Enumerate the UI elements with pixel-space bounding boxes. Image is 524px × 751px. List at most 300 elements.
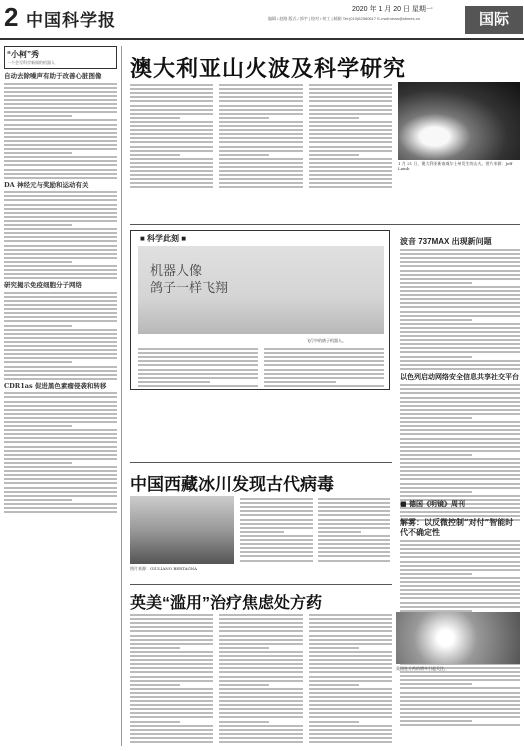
text-line	[309, 105, 392, 107]
text-line	[400, 290, 520, 292]
text-line	[4, 95, 117, 97]
text-line	[400, 368, 520, 370]
text-line	[240, 527, 313, 529]
text-line	[309, 170, 392, 172]
text-line	[400, 565, 520, 567]
text-line	[219, 618, 302, 620]
text-line	[4, 144, 117, 146]
brief-title: 波音 737MAX 出现新问题	[400, 237, 492, 246]
left-column	[4, 46, 122, 746]
text-line	[318, 543, 391, 545]
text-line	[4, 124, 117, 126]
text-line	[130, 182, 213, 184]
text-line	[318, 514, 391, 516]
text-line	[4, 466, 117, 468]
text-line	[4, 441, 117, 443]
text-line	[130, 162, 213, 164]
text-line	[4, 401, 117, 403]
text-line	[130, 174, 213, 176]
text-line	[130, 113, 213, 115]
text-line	[219, 133, 302, 135]
text-line	[400, 286, 520, 288]
text-line	[4, 249, 117, 251]
editor-contacts: 编辑 / 赵路 版式 / 郭宇 | 校对 / 何工 | 邮箱 Tel:(010)62580617 E-mail:news@stimes.cn	[268, 16, 420, 21]
text-line	[138, 381, 210, 383]
text-line	[318, 519, 391, 521]
divider	[130, 462, 392, 463]
brief-body	[4, 392, 117, 513]
text-line	[400, 511, 520, 513]
text-line	[130, 117, 180, 119]
text-line	[318, 498, 391, 500]
text-line	[309, 178, 392, 180]
text-line	[219, 663, 302, 665]
text-line	[309, 133, 392, 135]
text-line	[4, 107, 117, 109]
text-line	[400, 433, 520, 435]
text-line	[219, 708, 302, 710]
divider	[130, 584, 392, 585]
text-line	[4, 115, 72, 117]
text-line	[309, 737, 392, 739]
text-line	[318, 560, 391, 562]
tibet-body	[240, 496, 390, 564]
text-line	[400, 282, 472, 284]
text-line	[309, 680, 392, 682]
text-line	[219, 622, 302, 624]
text-line	[4, 164, 117, 166]
text-line	[4, 470, 117, 472]
brief-title: DA 神经元与奖励和运动有关	[4, 180, 89, 189]
text-line	[240, 547, 313, 549]
text-line	[4, 111, 117, 113]
text-line	[219, 125, 302, 127]
text-line	[400, 462, 520, 464]
text-line	[318, 506, 391, 508]
text-line	[130, 741, 213, 743]
text-line	[264, 356, 384, 358]
text-line	[309, 174, 392, 176]
text-line	[4, 329, 117, 331]
text-line	[4, 99, 117, 101]
text-line	[4, 405, 117, 407]
text-line	[219, 100, 302, 102]
text-line	[219, 141, 302, 143]
text-line	[219, 150, 302, 152]
text-line	[309, 708, 392, 710]
text-line	[400, 483, 520, 485]
text-line	[130, 109, 213, 111]
text-line	[4, 83, 117, 85]
bushfire-photo	[398, 82, 520, 160]
text-line	[138, 352, 258, 354]
text-line	[4, 446, 117, 448]
text-line	[138, 348, 258, 350]
text-line	[400, 585, 520, 587]
text-line	[219, 178, 302, 180]
text-line	[219, 158, 302, 160]
text-line	[4, 349, 117, 351]
text-line	[130, 737, 213, 739]
text-line	[400, 544, 520, 546]
text-line	[309, 655, 392, 657]
text-line	[4, 378, 117, 380]
text-line	[4, 277, 117, 279]
text-line	[400, 265, 520, 267]
text-line	[400, 384, 520, 386]
text-line	[130, 158, 213, 160]
text-line	[4, 87, 117, 89]
text-line	[4, 136, 117, 138]
text-line	[4, 245, 117, 247]
text-line	[400, 597, 520, 599]
text-line	[219, 635, 302, 637]
text-line	[240, 531, 284, 533]
text-line	[400, 720, 472, 722]
text-line	[309, 158, 392, 160]
text-line	[4, 103, 117, 105]
text-line	[240, 560, 313, 562]
text-line	[309, 716, 392, 718]
text-line	[4, 454, 117, 456]
text-line	[309, 182, 392, 184]
text-line	[400, 388, 520, 390]
text-line	[309, 639, 392, 641]
brief-title: CDR1as 促进黑色素瘤侵袭和转移	[4, 381, 107, 390]
text-line	[219, 688, 302, 690]
text-line	[309, 109, 392, 111]
column-header	[4, 46, 117, 69]
text-line	[400, 491, 472, 493]
text-line	[138, 364, 258, 366]
text-line	[400, 708, 520, 710]
text-line	[400, 274, 520, 276]
text-line	[219, 684, 269, 686]
section-tag: 国际	[465, 6, 523, 34]
text-line	[130, 618, 213, 620]
text-line	[4, 304, 117, 306]
text-line	[138, 356, 258, 358]
brief-title: 研究揭示免疫细胞分子网络	[4, 281, 82, 290]
main-story-body	[130, 82, 392, 190]
uk-headline: 英美“滥用”治疗焦虑处方药	[130, 595, 323, 612]
text-line	[309, 141, 392, 143]
text-line	[219, 721, 269, 723]
text-line	[4, 495, 117, 497]
text-line	[219, 676, 302, 678]
right-column	[400, 232, 520, 523]
brief-title: 以色列启动网络安全信息共享社交平台	[400, 373, 519, 381]
text-line	[264, 381, 336, 383]
text-line	[400, 425, 520, 427]
text-line	[400, 478, 520, 480]
text-line	[130, 659, 213, 661]
text-line	[130, 704, 213, 706]
text-line	[400, 446, 520, 448]
text-line	[4, 208, 117, 210]
text-line	[400, 679, 520, 681]
text-line	[4, 429, 117, 431]
page-number: 2	[4, 2, 19, 32]
text-line	[400, 306, 520, 308]
text-line	[130, 100, 213, 102]
text-line	[130, 84, 213, 86]
text-line	[4, 216, 117, 218]
text-line	[400, 724, 520, 726]
text-line	[130, 626, 213, 628]
text-line	[130, 692, 213, 694]
text-line	[400, 675, 520, 677]
text-line	[4, 409, 117, 411]
text-line	[309, 137, 392, 139]
text-line	[309, 125, 392, 127]
text-line	[400, 392, 520, 394]
text-line	[4, 148, 117, 150]
text-line	[130, 684, 180, 686]
text-line	[400, 302, 520, 304]
text-line	[4, 292, 117, 294]
text-line	[4, 140, 117, 142]
text-line	[4, 265, 117, 267]
text-line	[400, 474, 520, 476]
text-line	[309, 704, 392, 706]
text-line	[318, 531, 362, 533]
text-line	[130, 733, 213, 735]
text-line	[4, 353, 117, 355]
text-line	[240, 514, 313, 516]
text-line	[130, 129, 213, 131]
text-line	[400, 253, 520, 255]
text-line	[130, 688, 213, 690]
text-line	[309, 684, 359, 686]
text-line	[400, 249, 520, 251]
text-line	[318, 535, 391, 537]
text-line	[264, 373, 384, 375]
text-line	[309, 162, 392, 164]
text-line	[400, 339, 520, 341]
text-line	[219, 737, 302, 739]
text-line	[219, 117, 269, 119]
text-line	[309, 146, 392, 148]
text-line	[4, 220, 117, 222]
text-line	[318, 523, 391, 525]
text-line	[4, 240, 117, 242]
column-subtitle: 一个会写科学新闻的机器人	[7, 60, 55, 65]
text-line	[264, 348, 384, 350]
text-line	[400, 716, 520, 718]
text-line	[400, 589, 520, 591]
robot-headline-line2: 鸽子一样飞翔	[150, 280, 229, 296]
text-line	[309, 676, 392, 678]
text-line	[240, 555, 313, 557]
text-line	[130, 700, 213, 702]
text-line	[219, 712, 302, 714]
text-line	[130, 186, 213, 188]
text-line	[309, 651, 392, 653]
text-line	[4, 261, 72, 263]
text-line	[130, 630, 213, 632]
text-line	[219, 639, 302, 641]
text-line	[309, 129, 392, 131]
uk-body	[130, 612, 392, 745]
text-line	[309, 671, 392, 673]
text-line	[219, 614, 302, 616]
text-line	[240, 506, 313, 508]
text-line	[400, 261, 520, 263]
text-line	[4, 345, 117, 347]
text-line	[219, 741, 302, 743]
text-line	[4, 437, 117, 439]
text-line	[130, 170, 213, 172]
text-line	[400, 417, 472, 419]
text-line	[138, 377, 258, 379]
text-line	[4, 491, 117, 493]
divider	[130, 224, 520, 225]
text-line	[130, 696, 213, 698]
text-line	[400, 294, 520, 296]
paper-logo: 中国科学报	[26, 11, 116, 31]
text-line	[130, 680, 213, 682]
text-line	[130, 725, 213, 727]
text-line	[318, 547, 391, 549]
text-line	[4, 333, 117, 335]
text-line	[240, 498, 313, 500]
science-now-label: ■ 科学此刻 ■	[140, 234, 187, 243]
text-line	[219, 671, 302, 673]
text-line	[309, 614, 392, 616]
text-line	[309, 712, 392, 714]
text-line	[130, 96, 213, 98]
text-line	[400, 421, 520, 423]
text-line	[130, 125, 213, 127]
text-line	[219, 725, 302, 727]
text-line	[318, 551, 391, 553]
text-line	[309, 630, 392, 632]
brief-title: 自动去除噪声有助于改善心脏图像	[4, 72, 102, 80]
text-line	[4, 269, 117, 271]
text-line	[240, 539, 313, 541]
glacier-photo	[130, 496, 234, 564]
science-body	[138, 346, 384, 389]
text-line	[318, 555, 391, 557]
text-line	[219, 182, 302, 184]
text-line	[400, 356, 472, 358]
text-line	[400, 470, 520, 472]
text-line	[4, 325, 72, 327]
text-line	[130, 676, 213, 678]
text-line	[4, 450, 117, 452]
text-line	[318, 510, 391, 512]
opinion-kicker: ■ 德国《明镜》周刊	[400, 499, 466, 508]
main-headline: 澳大利亚山火波及科学研究	[130, 56, 407, 81]
text-line	[400, 429, 520, 431]
text-line	[4, 199, 117, 201]
text-line	[400, 573, 472, 575]
text-line	[4, 312, 117, 314]
text-line	[400, 700, 520, 702]
text-line	[400, 556, 520, 558]
text-line	[400, 323, 520, 325]
text-line	[219, 174, 302, 176]
text-line	[400, 561, 520, 563]
text-line	[400, 552, 520, 554]
text-line	[4, 204, 117, 206]
text-line	[219, 88, 302, 90]
text-line	[240, 519, 313, 521]
text-line	[4, 160, 117, 162]
text-line	[4, 341, 117, 343]
text-line	[400, 704, 520, 706]
text-line	[219, 105, 302, 107]
text-line	[4, 413, 117, 415]
brief-body	[4, 292, 117, 380]
text-line	[138, 369, 258, 371]
text-line	[130, 721, 180, 723]
text-line	[4, 156, 117, 158]
text-line	[4, 300, 117, 302]
text-line	[130, 178, 213, 180]
text-line	[4, 421, 117, 423]
text-line	[4, 195, 117, 197]
brief-body	[4, 83, 117, 179]
text-line	[130, 154, 180, 156]
text-line	[309, 88, 392, 90]
text-line	[400, 315, 520, 317]
text-line	[309, 688, 392, 690]
text-line	[219, 651, 302, 653]
text-line	[219, 84, 302, 86]
text-line	[400, 278, 520, 280]
text-line	[130, 671, 213, 673]
text-line	[4, 128, 117, 130]
text-line	[219, 121, 302, 123]
text-line	[4, 337, 117, 339]
text-line	[130, 647, 180, 649]
text-line	[4, 169, 117, 171]
text-line	[130, 712, 213, 714]
text-line	[219, 166, 302, 168]
text-line	[130, 137, 213, 139]
text-line	[400, 360, 520, 362]
text-line	[4, 91, 117, 93]
text-line	[240, 502, 313, 504]
text-line	[400, 311, 520, 313]
text-line	[4, 474, 117, 476]
text-line	[400, 696, 520, 698]
text-line	[400, 577, 520, 579]
text-line	[130, 92, 213, 94]
text-line	[219, 716, 302, 718]
text-line	[4, 366, 117, 368]
text-line	[400, 397, 520, 399]
text-line	[309, 84, 392, 86]
text-line	[138, 385, 258, 387]
text-line	[130, 655, 213, 657]
text-line	[4, 273, 117, 275]
text-line	[219, 643, 302, 645]
text-line	[309, 622, 392, 624]
text-line	[309, 725, 392, 727]
text-line	[219, 647, 269, 649]
text-line	[400, 442, 520, 444]
text-line	[400, 692, 520, 694]
text-line	[130, 635, 213, 637]
text-line	[309, 92, 392, 94]
text-line	[400, 319, 472, 321]
text-line	[309, 100, 392, 102]
text-line	[4, 224, 72, 226]
text-line	[138, 360, 258, 362]
